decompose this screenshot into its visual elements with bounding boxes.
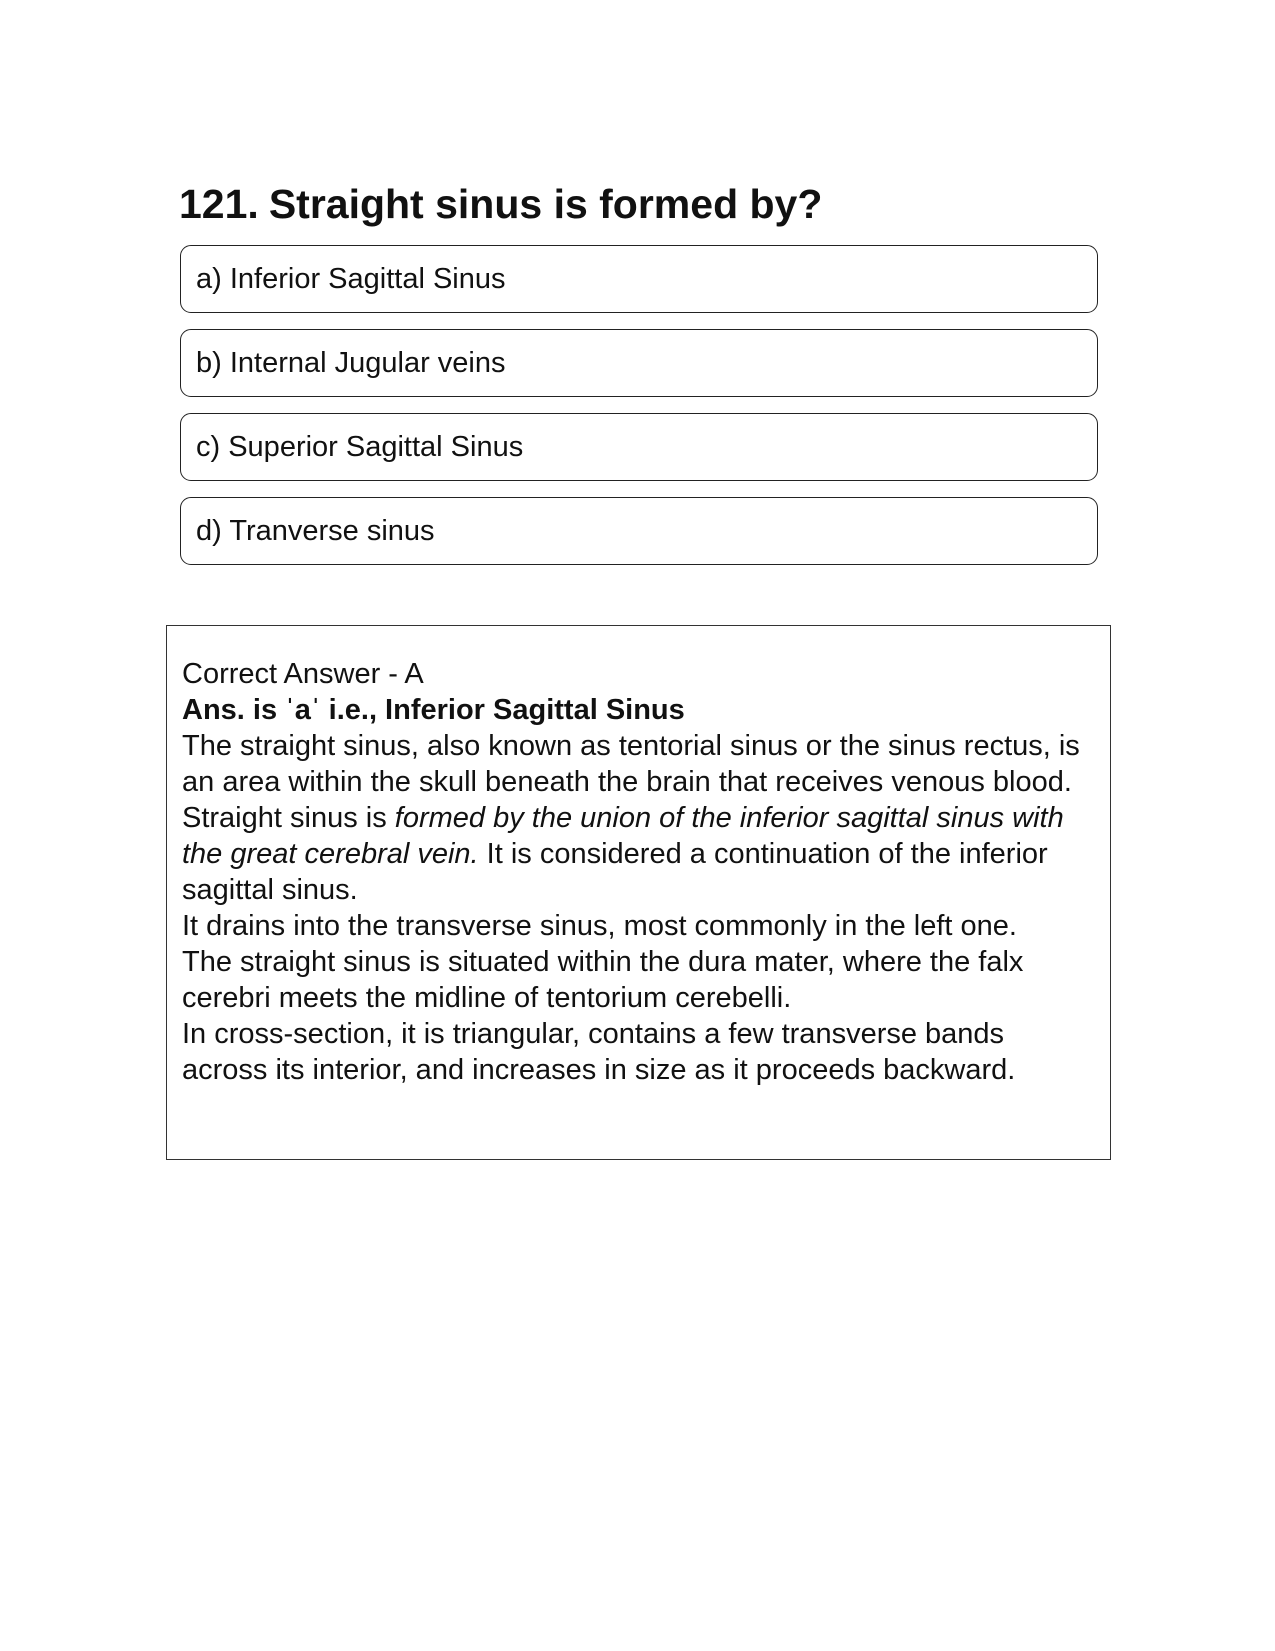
correct-answer-line: Correct Answer - A <box>182 658 424 690</box>
question-title <box>179 176 822 232</box>
answer-heading: Ans. is ˈaˈ i.e., Inferior Sagittal Sinus <box>182 694 685 726</box>
option-a[interactable] <box>180 245 1098 313</box>
option-d[interactable] <box>180 497 1098 565</box>
para2-prefix: Straight sinus is <box>182 802 395 834</box>
para2-suffix: It is considered a continuation of the inferior sagittal sinus. <box>182 838 1048 906</box>
explanation-paragraph-3: It drains into the transverse sinus, most commonly in the left one. <box>182 910 1017 942</box>
option-d-label: d) Tranverse sinus <box>196 514 435 547</box>
explanation-paragraph-1: The straight sinus, also known as tentorial sinus or the sinus rectus, is an area within the skull beneath the brain that receives venous blood. <box>182 730 1080 798</box>
question-text: Straight sinus is formed by? <box>268 181 823 227</box>
explanation-paragraph-5: In cross-section, it is triangular, contains a few transverse bands across its interior, and increases in size as it proceeds backward. <box>182 1018 1016 1086</box>
option-c[interactable] <box>180 413 1098 481</box>
options-list <box>180 245 1098 581</box>
option-b[interactable] <box>180 329 1098 397</box>
option-a-label: a) Inferior Sagittal Sinus <box>196 262 506 295</box>
explanation-paragraph-2 <box>182 800 1095 908</box>
explanation-paragraph-4: The straight sinus is situated within the dura mater, where the falx cerebri meets the midline of tentorium cerebelli. <box>182 946 1024 1014</box>
option-b-label: b) Internal Jugular veins <box>196 346 506 379</box>
question-number: 121. <box>179 181 259 227</box>
answer-explanation-box <box>166 625 1111 1160</box>
option-c-label: c) Superior Sagittal Sinus <box>196 430 524 463</box>
para2-italic: formed by the union of the inferior sagittal sinus with the great cerebral vein. <box>182 802 1064 870</box>
